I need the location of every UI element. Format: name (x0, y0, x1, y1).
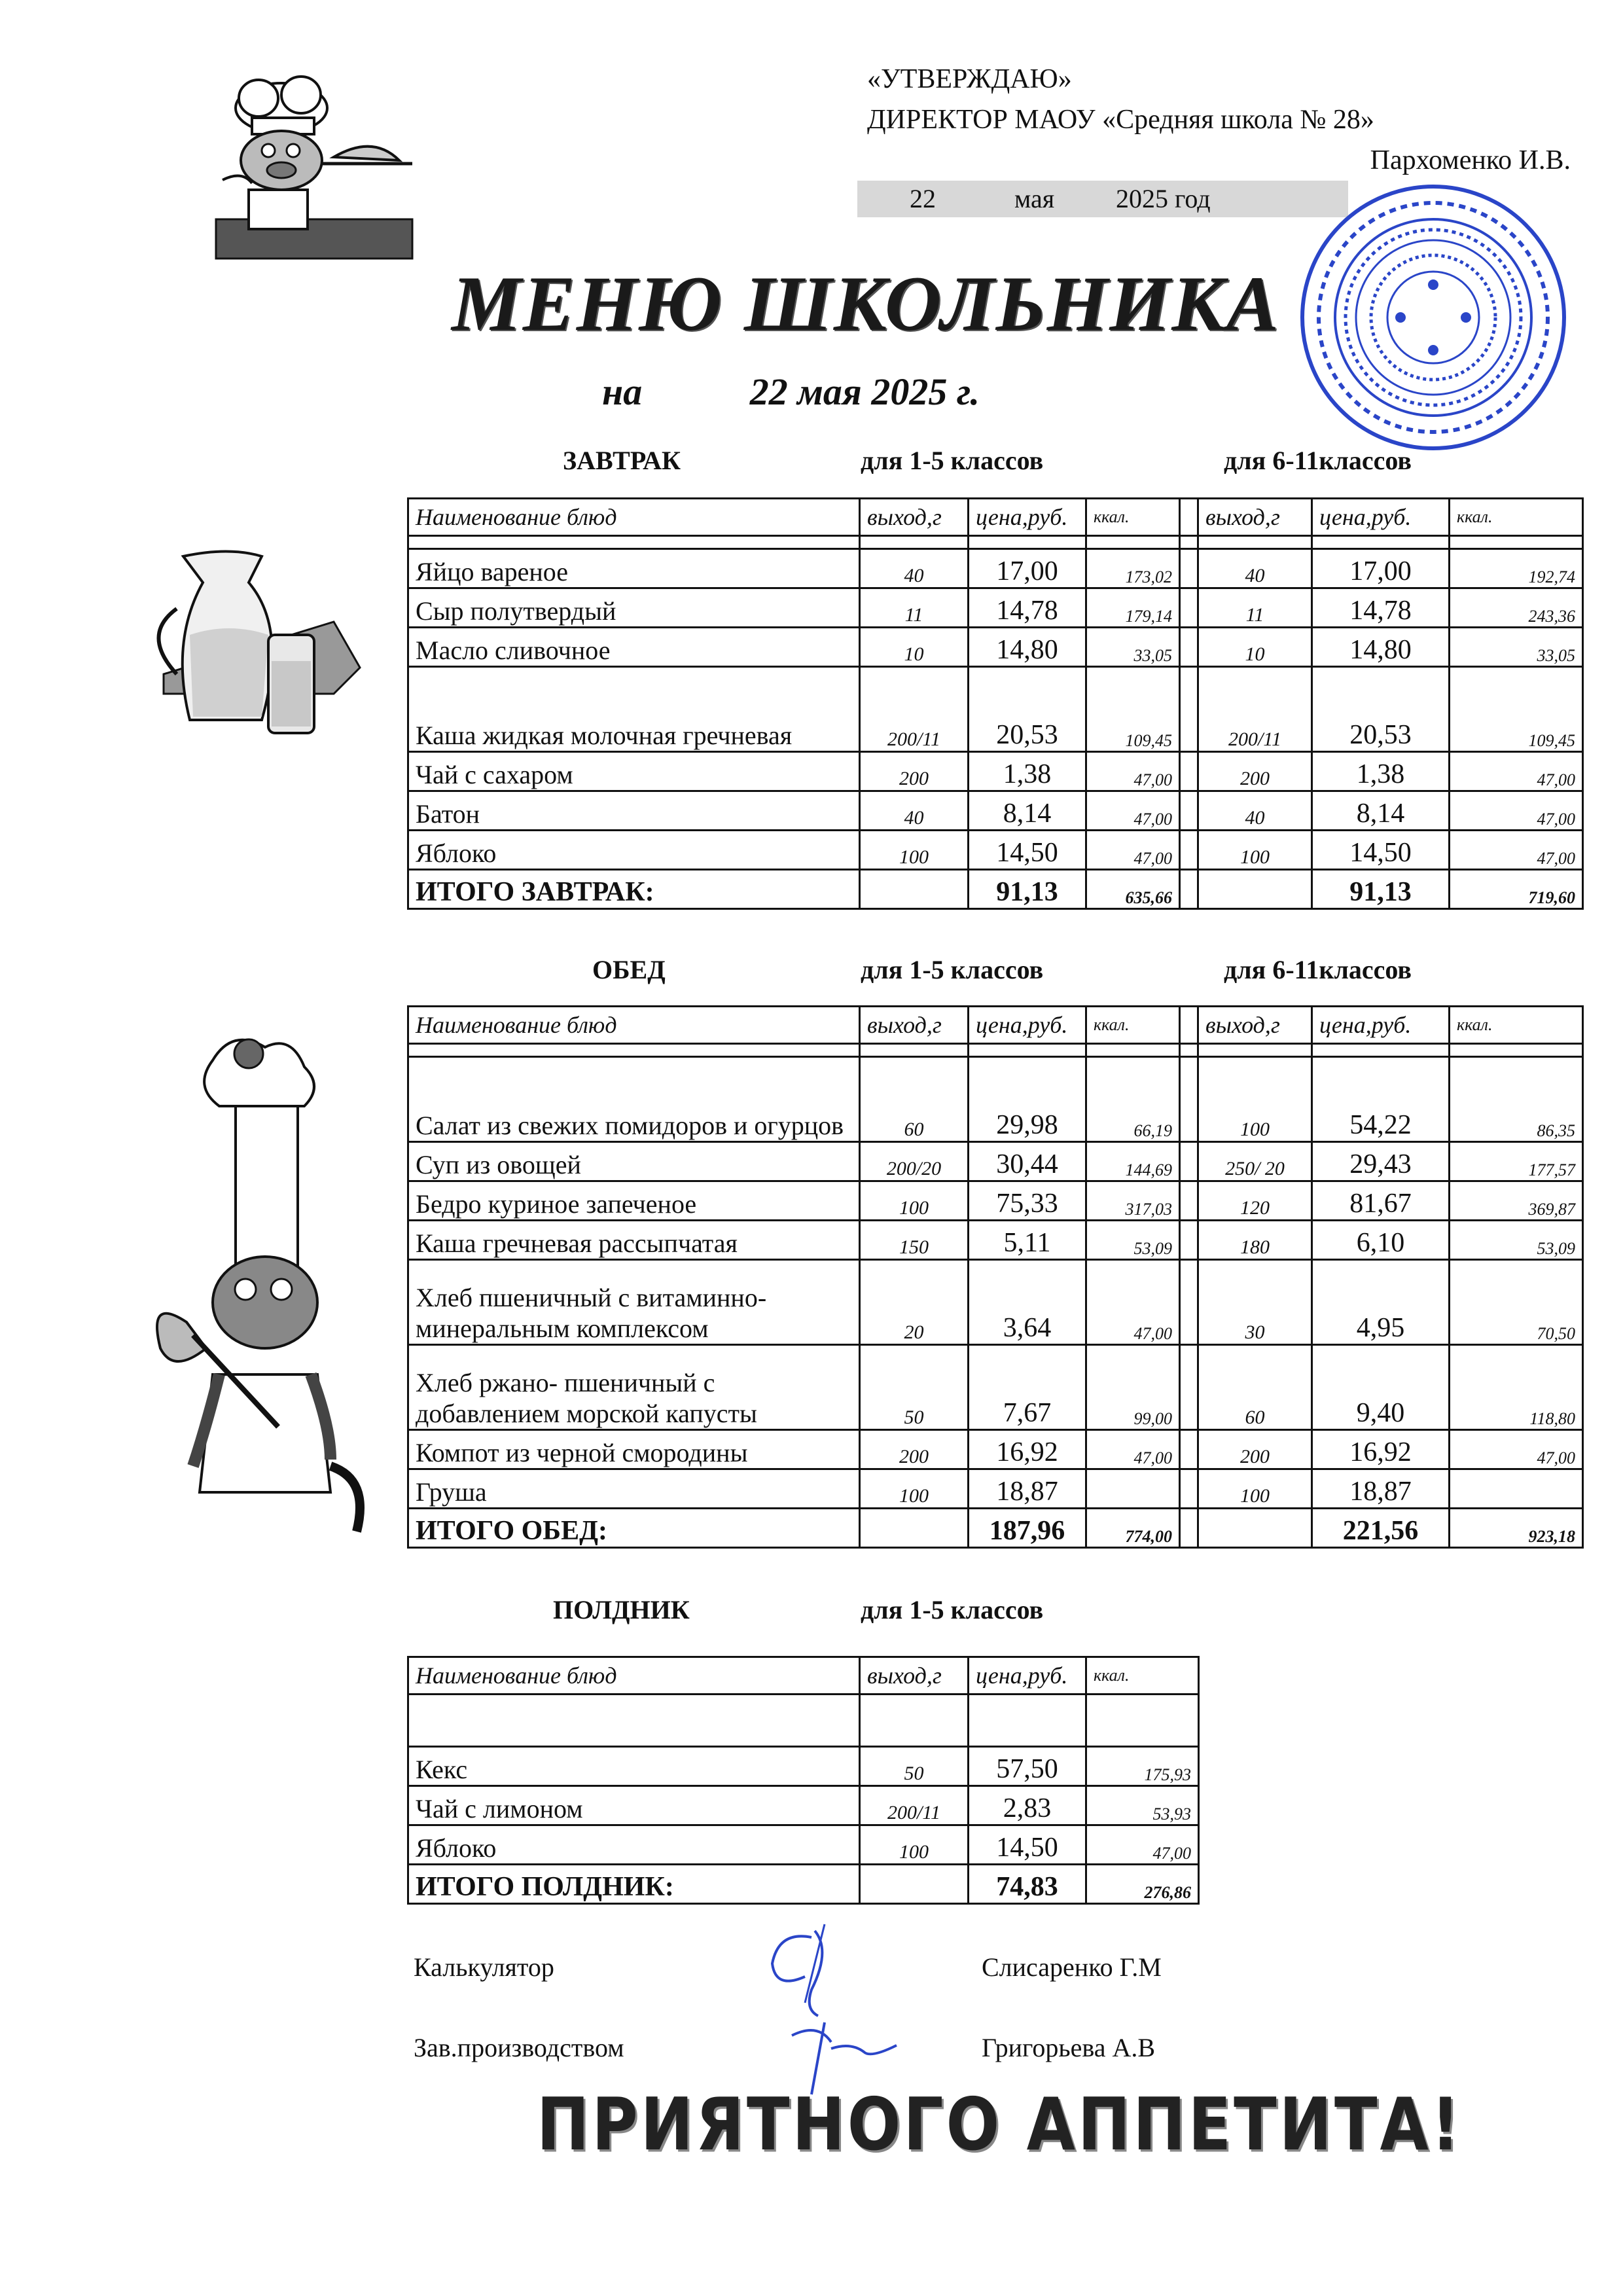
dish-name: Каша гречневая рассыпчатая (408, 1221, 860, 1260)
lunch-group1: для 1-5 классов (861, 955, 1044, 984)
price-grade-6-11: 14,78 (1312, 588, 1450, 628)
column-gap (1180, 1469, 1198, 1509)
price-grade-1-5: 3,64 (969, 1260, 1086, 1345)
kcal-grade-1-5: 33,05 (1086, 628, 1180, 667)
total-price-grade-1-5: 91,13 (969, 870, 1086, 909)
header-name: Наименование блюд (408, 499, 860, 536)
signature-name-2: Григорьева А.В (982, 2033, 1156, 2062)
header-price: цена,руб. (1312, 499, 1450, 536)
table-row (408, 1260, 1583, 1345)
dish-name: Яблоко (408, 831, 860, 870)
total-kcal-grade-6-11: 719,60 (1450, 870, 1583, 909)
price-grade-6-11: 81,67 (1312, 1181, 1450, 1221)
output-grade-6-11: 30 (1198, 1260, 1312, 1345)
approval-line1: «УТВЕРЖДАЮ» (867, 64, 1072, 94)
total-price-grade-6-11: 91,13 (1312, 870, 1450, 909)
lunch-group2: для 6-11классов (1224, 955, 1412, 984)
table-row (408, 1747, 1199, 1786)
lunch-table (407, 1005, 1584, 1549)
signature-name-1: Слисаренко Г.М (982, 1952, 1162, 1982)
approval-date (857, 181, 1348, 217)
price-grade-6-11: 17,00 (1312, 549, 1450, 588)
total-output-empty (860, 870, 969, 909)
output-grade-1-5: 200 (860, 1430, 969, 1469)
price-grade-1-5: 2,83 (969, 1786, 1086, 1825)
kcal-grade-1-5: 109,45 (1086, 667, 1180, 752)
kcal-grade-1-5: 179,14 (1086, 588, 1180, 628)
snack-title: ПОЛДНИК (553, 1595, 690, 1624)
price-grade-1-5: 14,50 (969, 1825, 1086, 1865)
kcal-grade-1-5: 175,93 (1086, 1747, 1199, 1786)
school-stamp (1293, 177, 1574, 458)
kcal-grade-1-5: 317,03 (1086, 1181, 1180, 1221)
output-grade-6-11: 120 (1198, 1181, 1312, 1221)
header-output: выход,г (1198, 499, 1312, 536)
output-grade-6-11: 200 (1198, 1430, 1312, 1469)
output-grade-1-5: 40 (860, 791, 969, 831)
table-row (408, 791, 1583, 831)
table-row (408, 1142, 1583, 1181)
output-grade-1-5: 40 (860, 549, 969, 588)
output-grade-6-11: 200 (1198, 752, 1312, 791)
page-title: МЕНЮ ШКОЛЬНИКА (452, 260, 1280, 347)
breakfast-table (407, 497, 1584, 910)
kcal-grade-1-5: 66,19 (1086, 1057, 1180, 1142)
kcal-grade-1-5: 144,69 (1086, 1142, 1180, 1181)
price-grade-1-5: 14,50 (969, 831, 1086, 870)
price-grade-6-11: 14,50 (1312, 831, 1450, 870)
output-grade-1-5: 200/11 (860, 667, 969, 752)
output-grade-6-11: 10 (1198, 628, 1312, 667)
price-grade-6-11: 14,80 (1312, 628, 1450, 667)
output-grade-1-5: 10 (860, 628, 969, 667)
price-grade-1-5: 7,67 (969, 1345, 1086, 1430)
output-grade-1-5: 11 (860, 588, 969, 628)
approval-signer: Пархоменко И.В. (1370, 145, 1571, 175)
column-gap (1180, 1142, 1198, 1181)
dish-name: Кекс (408, 1747, 860, 1786)
total-row (408, 1509, 1583, 1548)
kcal-grade-1-5: 47,00 (1086, 1825, 1199, 1865)
dish-name: Хлеб ржано- пшеничный с добавлением морской капусты (408, 1345, 860, 1430)
approval-block (867, 59, 1571, 181)
price-grade-1-5: 75,33 (969, 1181, 1086, 1221)
total-label: ИТОГО ПОЛДНИК: (408, 1865, 860, 1904)
table-row (408, 1430, 1583, 1469)
page-subtitle (602, 370, 980, 414)
output-grade-1-5: 100 (860, 1469, 969, 1509)
output-grade-1-5: 100 (860, 1181, 969, 1221)
column-gap (1180, 752, 1198, 791)
dish-name: Суп из овощей (408, 1142, 860, 1181)
total-kcal-grade-1-5: 276,86 (1086, 1865, 1199, 1904)
column-gap (1180, 1181, 1198, 1221)
output-grade-6-11: 60 (1198, 1345, 1312, 1430)
kcal-grade-6-11: 53,09 (1450, 1221, 1583, 1260)
total-kcal-grade-1-5: 774,00 (1086, 1509, 1180, 1548)
column-gap (1180, 549, 1198, 588)
header-price: цена,руб. (969, 499, 1086, 536)
output-grade-1-5: 50 (860, 1747, 969, 1786)
kcal-grade-6-11: 70,50 (1450, 1260, 1583, 1345)
header-price: цена,руб. (1312, 1007, 1450, 1044)
table-row (408, 549, 1583, 588)
table-row (408, 1181, 1583, 1221)
header-name: Наименование блюд (408, 1007, 860, 1044)
kcal-grade-6-11: 109,45 (1450, 667, 1583, 752)
price-grade-1-5: 14,80 (969, 628, 1086, 667)
kcal-grade-1-5: 99,00 (1086, 1345, 1180, 1430)
kcal-grade-1-5: 53,93 (1086, 1786, 1199, 1825)
column-gap (1180, 1221, 1198, 1260)
table-row (408, 1057, 1583, 1142)
output-grade-6-11: 100 (1198, 831, 1312, 870)
kcal-grade-6-11: 47,00 (1450, 752, 1583, 791)
total-kcal-grade-1-5: 635,66 (1086, 870, 1180, 909)
output-grade-1-5: 50 (860, 1345, 969, 1430)
chef-illustration (203, 72, 419, 262)
header-kcal: ккал. (1450, 1007, 1583, 1044)
dish-name: Масло сливочное (408, 628, 860, 667)
header-kcal: ккал. (1450, 499, 1583, 536)
price-grade-1-5: 16,92 (969, 1430, 1086, 1469)
output-grade-1-5: 200/20 (860, 1142, 969, 1181)
price-grade-6-11: 18,87 (1312, 1469, 1450, 1509)
dish-name: Яблоко (408, 1825, 860, 1865)
total-price-grade-6-11: 221,56 (1312, 1509, 1450, 1548)
total-price-grade-1-5: 74,83 (969, 1865, 1086, 1904)
table-row (408, 1345, 1583, 1430)
kcal-grade-1-5: 47,00 (1086, 791, 1180, 831)
dish-name: Батон (408, 791, 860, 831)
kcal-grade-6-11: 86,35 (1450, 1057, 1583, 1142)
kcal-grade-6-11: 192,74 (1450, 549, 1583, 588)
column-gap (1180, 1057, 1198, 1142)
header-kcal: ккал. (1086, 1657, 1199, 1695)
table-row (408, 1469, 1583, 1509)
output-grade-6-11: 100 (1198, 1057, 1312, 1142)
output-grade-1-5: 60 (860, 1057, 969, 1142)
price-grade-1-5: 20,53 (969, 667, 1086, 752)
output-grade-1-5: 150 (860, 1221, 969, 1260)
table-row (408, 667, 1583, 752)
header-price: цена,руб. (969, 1007, 1086, 1044)
kcal-grade-1-5: 47,00 (1086, 1260, 1180, 1345)
header-price: цена,руб. (969, 1657, 1086, 1695)
column-gap (1180, 870, 1198, 909)
dish-name: Хлеб пшеничный с витаминно-минеральным комплексом (408, 1260, 860, 1345)
kcal-grade-6-11: 243,36 (1450, 588, 1583, 628)
handwritten-signatures (753, 1911, 923, 2101)
total-row (408, 1865, 1199, 1904)
column-gap (1180, 1260, 1198, 1345)
table-row (408, 1221, 1583, 1260)
total-label: ИТОГО ЗАВТРАК: (408, 870, 860, 909)
output-grade-6-11: 180 (1198, 1221, 1312, 1260)
output-grade-6-11: 40 (1198, 791, 1312, 831)
dish-name: Бедро куриное запеченое (408, 1181, 860, 1221)
kcal-grade-1-5: 173,02 (1086, 549, 1180, 588)
dish-name: Сыр полутвердый (408, 588, 860, 628)
lunch-title: ОБЕД (592, 955, 666, 984)
dish-name: Компот из черной смородины (408, 1430, 860, 1469)
kcal-grade-1-5: 53,09 (1086, 1221, 1180, 1260)
header-output: выход,г (860, 1007, 969, 1044)
price-grade-6-11: 16,92 (1312, 1430, 1450, 1469)
kcal-grade-1-5: 47,00 (1086, 1430, 1180, 1469)
table-header (408, 499, 1583, 536)
table-header (408, 1007, 1583, 1044)
closing-slogan: ПРИЯТНОГО АППЕТИТА! (537, 2082, 1463, 2167)
price-grade-6-11: 29,43 (1312, 1142, 1450, 1181)
kcal-grade-1-5 (1086, 1469, 1180, 1509)
output-grade-1-5: 200 (860, 752, 969, 791)
total-row (408, 870, 1583, 909)
price-grade-1-5: 8,14 (969, 791, 1086, 831)
approval-date-year: 2025 год (1116, 184, 1211, 213)
table-row (408, 1786, 1199, 1825)
price-grade-1-5: 5,11 (969, 1221, 1086, 1260)
subtitle-date: 22 мая 2025 г. (749, 370, 980, 413)
table-row (408, 628, 1583, 667)
header-output: выход,г (860, 1657, 969, 1695)
breakfast-title: ЗАВТРАК (563, 446, 681, 475)
header-name: Наименование блюд (408, 1657, 860, 1695)
output-grade-6-11: 200/11 (1198, 667, 1312, 752)
snack-table (407, 1656, 1200, 1905)
subtitle-prefix: на (602, 370, 643, 413)
dish-name: Салат из свежих помидоров и огурцов (408, 1057, 860, 1142)
header-output: выход,г (860, 499, 969, 536)
total-price-grade-1-5: 187,96 (969, 1509, 1086, 1548)
total-label: ИТОГО ОБЕД: (408, 1509, 860, 1548)
column-gap (1180, 1509, 1198, 1548)
kcal-grade-6-11: 177,57 (1450, 1142, 1583, 1181)
kcal-grade-1-5: 47,00 (1086, 831, 1180, 870)
dish-name: Чай с сахаром (408, 752, 860, 791)
breakfast-group2: для 6-11классов (1224, 446, 1412, 475)
header-kcal: ккал. (1086, 499, 1180, 536)
kcal-grade-6-11: 33,05 (1450, 628, 1583, 667)
output-grade-6-11: 250/ 20 (1198, 1142, 1312, 1181)
price-grade-6-11: 9,40 (1312, 1345, 1450, 1430)
cat-cook-illustration (134, 1008, 389, 1551)
table-header (408, 1657, 1199, 1695)
dish-name: Чай с лимоном (408, 1786, 860, 1825)
price-grade-6-11: 6,10 (1312, 1221, 1450, 1260)
dish-name: Каша жидкая молочная гречневая (408, 667, 860, 752)
approval-date-month: мая (1014, 184, 1055, 213)
approval-date-day: 22 (910, 184, 936, 213)
output-grade-1-5: 200/11 (860, 1786, 969, 1825)
kcal-grade-6-11: 47,00 (1450, 1430, 1583, 1469)
dish-name: Яйцо вареное (408, 549, 860, 588)
column-gap (1180, 1430, 1198, 1469)
kcal-grade-6-11: 47,00 (1450, 791, 1583, 831)
total-kcal-grade-6-11: 923,18 (1450, 1509, 1583, 1548)
signature-role-2: Зав.производством (414, 2033, 624, 2062)
dish-name: Груша (408, 1469, 860, 1509)
table-row (408, 1825, 1199, 1865)
price-grade-6-11: 1,38 (1312, 752, 1450, 791)
column-gap (1180, 667, 1198, 752)
output-grade-6-11: 40 (1198, 549, 1312, 588)
output-grade-6-11: 11 (1198, 588, 1312, 628)
kcal-grade-6-11: 118,80 (1450, 1345, 1583, 1430)
table-row (408, 831, 1583, 870)
total-output-empty (860, 1509, 969, 1548)
table-row (408, 752, 1583, 791)
approval-line2: ДИРЕКТОР МАОУ «Средняя школа № 28» (867, 105, 1374, 135)
kcal-grade-1-5: 47,00 (1086, 752, 1180, 791)
price-grade-6-11: 20,53 (1312, 667, 1450, 752)
jug-and-glass-illustration (137, 543, 373, 746)
output-grade-1-5: 20 (860, 1260, 969, 1345)
signature-role-1: Калькулятор (414, 1952, 554, 1982)
price-grade-1-5: 17,00 (969, 549, 1086, 588)
kcal-grade-6-11: 369,87 (1450, 1181, 1583, 1221)
price-grade-1-5: 18,87 (969, 1469, 1086, 1509)
total-output-empty (860, 1865, 969, 1904)
breakfast-group1: для 1-5 классов (861, 446, 1044, 475)
price-grade-6-11: 4,95 (1312, 1260, 1450, 1345)
price-grade-6-11: 8,14 (1312, 791, 1450, 831)
column-gap (1180, 628, 1198, 667)
total-output-empty (1198, 870, 1312, 909)
table-row (408, 588, 1583, 628)
price-grade-1-5: 14,78 (969, 588, 1086, 628)
price-grade-1-5: 57,50 (969, 1747, 1086, 1786)
column-gap (1180, 791, 1198, 831)
kcal-grade-6-11 (1450, 1469, 1583, 1509)
output-grade-1-5: 100 (860, 831, 969, 870)
kcal-grade-6-11: 47,00 (1450, 831, 1583, 870)
price-grade-1-5: 29,98 (969, 1057, 1086, 1142)
output-grade-1-5: 100 (860, 1825, 969, 1865)
snack-group1: для 1-5 классов (861, 1595, 1044, 1624)
price-grade-1-5: 1,38 (969, 752, 1086, 791)
column-gap (1180, 588, 1198, 628)
header-output: выход,г (1198, 1007, 1312, 1044)
column-gap (1180, 1345, 1198, 1430)
output-grade-6-11: 100 (1198, 1469, 1312, 1509)
header-kcal: ккал. (1086, 1007, 1180, 1044)
total-output-empty (1198, 1509, 1312, 1548)
column-gap (1180, 831, 1198, 870)
price-grade-1-5: 30,44 (969, 1142, 1086, 1181)
price-grade-6-11: 54,22 (1312, 1057, 1450, 1142)
